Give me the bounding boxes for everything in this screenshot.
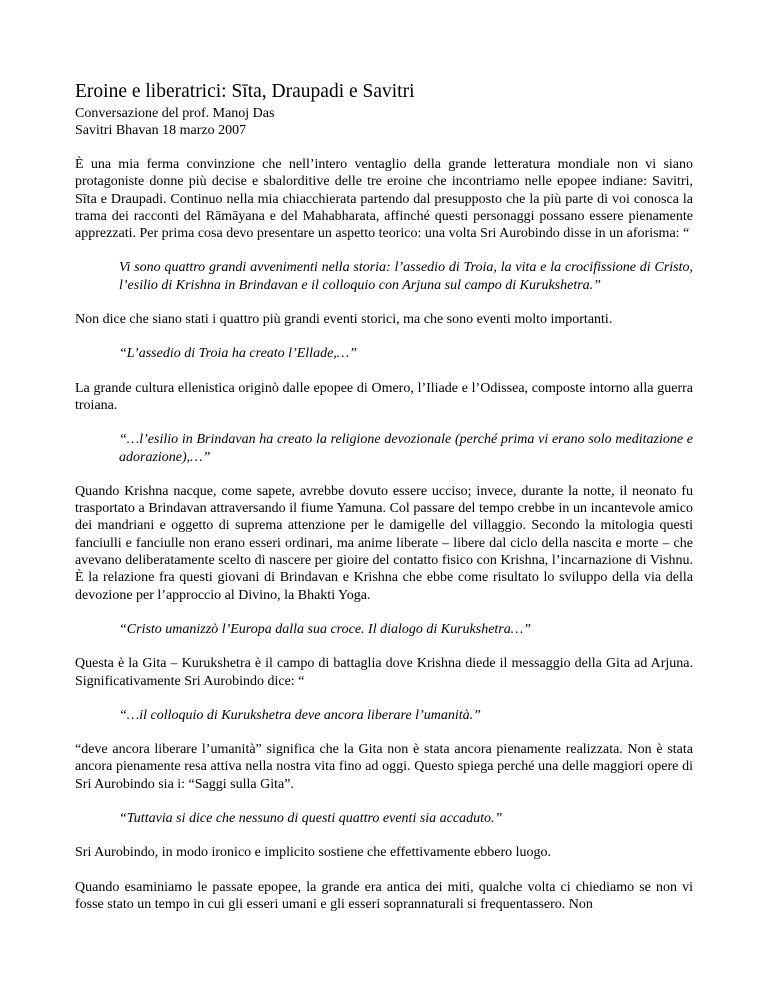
document-subtitle: Conversazione del prof. Manoj Das xyxy=(75,106,275,121)
quote: “L’assedio di Troia ha creato l’Ellade,…” xyxy=(119,346,358,362)
quote: “…l’esilio in Brindavan ha creato la religione devozionale (perché prima vi erano solo meditazione e adorazione),…” xyxy=(119,432,693,465)
quote: “Cristo umanizzò l’Europa dalla sua croce. Il dialogo di Kurukshetra…” xyxy=(119,621,531,637)
paragraph: Quando Krishna nacque, come sapete, avrebbe dovuto essere ucciso; invece, durante la notte, il neonato fu trasportato a Brindavan attraversando il fiume Yamuna. Col passare del tempo crebbe in un incantevole amico dei mandriani e oggetto di suprema attenzione per le damigelle del villaggio. Secondo la mitologia questi fanciulli e fanciulle non erano esseri ordinari, ma anime liberate – libere dal ciclo della nascita e morte – che avevano deliberatamente scelto di nascere per gioire del contatto fisico con Krishna, l’incarnazione di Vishnu. È la relazione fra questi giovani di Brindavan e Krishna che ebbe come risultato lo sviluppo della via della devozione per l’approccio al Divino, la Bhakti Yoga. xyxy=(75,483,693,603)
quote: “Tuttavia si dice che nessuno di questi quattro eventi sia accaduto.” xyxy=(119,811,503,827)
quote: “…il colloquio di Kurukshetra deve ancora liberare l’umanità.” xyxy=(119,707,481,723)
paragraph: Questa è la Gita – Kurukshetra è il campo di battaglia dove Krishna diede il messaggio della Gita ad Arjuna. Significativamente Sri Aurobindo dice: “ xyxy=(75,656,693,689)
paragraph: Non dice che siano stati i quattro più grandi eventi storici, ma che sono eventi molto importanti. xyxy=(75,312,613,328)
paragraph: La grande cultura ellenistica originò dalle epopee di Omero, l’Iliade e l’Odissea, composte intorno alla guerra troiana. xyxy=(75,380,693,413)
paragraph: È una mia ferma convinzione che nell’intero ventaglio della grande letteratura mondiale non vi siano protagoniste donne più decise e sbalorditive delle tre eroine che incontriamo nelle epopee indiane: Savitri, Sīta e Draupadi. Continuo nella mia chiacchierata partendo dal presupposto che la più parte di voi conosca la trama dei racconti del Rāmāyana e del Mahabharata, affinché questi personaggi possano essere pienamente apprezzati. Per prima cosa devo presentare un aspetto teorico: una volta Sri Aurobindo disse in un aforisma: “ xyxy=(75,157,693,242)
document-place-date: Savitri Bhavan 18 marzo 2007 xyxy=(75,123,247,138)
paragraph: Sri Aurobindo, in modo ironico e implicito sostiene che effettivamente ebbero luogo. xyxy=(75,845,552,861)
document-title: Eroine e liberatrici: Sīta, Draupadi e Savitri xyxy=(75,81,415,102)
paragraph: Quando esaminiamo le passate epopee, la grande era antica dei miti, qualche volta ci chiediamo se non vi fosse stato un tempo in cui gli esseri umani e gli esseri soprannaturali si frequentassero. Non xyxy=(75,879,693,912)
quote: Vi sono quattro grandi avvenimenti nella storia: l’assedio di Troia, la vita e la crocifissione di Cristo, l’esilio di Krishna in Brindavan e il colloquio con Arjuna sul campo di Kurukshetra.” xyxy=(119,260,693,293)
paragraph: “deve ancora liberare l’umanità” significa che la Gita non è stata ancora pienamente realizzata. Non è stata ancora pienamente resa attiva nella nostra vita fino ad oggi. Questo spiega perché una delle maggiori opere di Sri Aurobindo sia i: “Saggi sulla Gita”. xyxy=(75,742,693,792)
